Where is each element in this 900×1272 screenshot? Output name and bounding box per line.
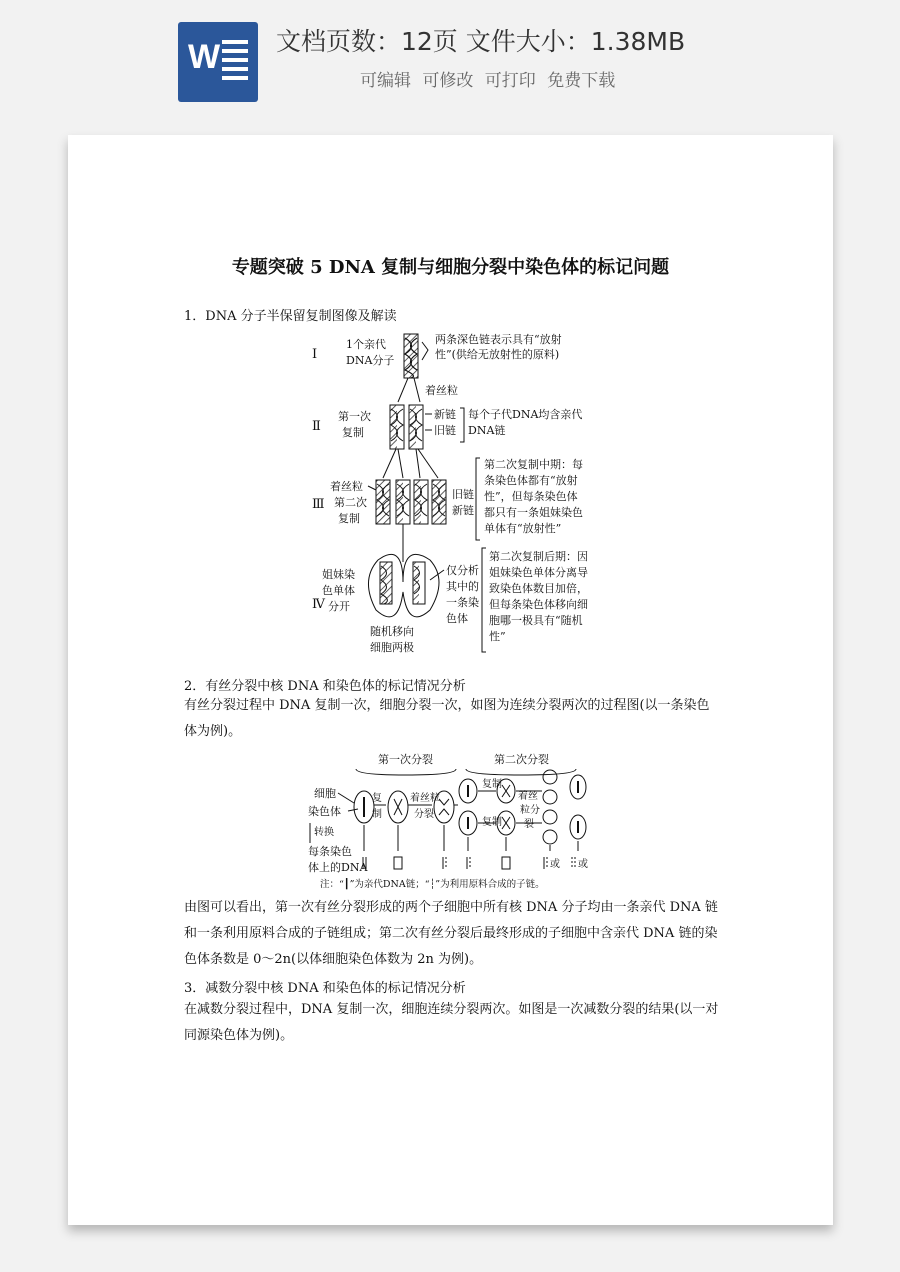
figure-label: 注：“┃”为亲代DNA链；“┆”为利用原料合成的子链。 [320,879,545,890]
file-info: 文档页数：12页 文件大小：1.38MB [276,27,686,56]
section2-paragraph: 有丝分裂过程中 DNA 复制一次，细胞分裂一次，如图为连续分裂两次的过程图(以一条染色体为例)。 [184,698,710,739]
figure-label: 分裂 [414,809,434,820]
sister-chromatid-right [413,562,425,604]
figure-label: 着丝粒 [425,384,458,397]
figure-label: 裂 [524,819,534,830]
word-document-icon: W [178,22,258,102]
document-page [68,135,833,1225]
figure-label: 每个子代DNA均含亲代 [468,408,583,421]
daughter-dna-1 [390,405,404,449]
figure-label: 复 [372,793,382,804]
figure-label: 着丝 [518,791,538,802]
figure-label: 复制 [338,512,360,525]
figure-label: 新链 [452,504,474,517]
figure-label: 或 [550,859,560,870]
section3-heading: 3．减数分裂中核 DNA 和染色体的标记情况分析 [184,981,466,996]
figure-label: 随机移向 [370,625,414,638]
figure-label: 性”(供给无放射性的原料) [435,348,560,361]
figure-label: 染色体 [308,805,341,818]
figure-label: 复制 [342,426,364,439]
figure-label: 旧链 [434,424,456,437]
figure-label: 第一次分裂 [378,753,433,766]
figure-label: 第二次复制中期：每 [484,458,583,471]
figure-label: 新链 [434,408,456,421]
figure-label: 单体有“放射性” [484,522,562,535]
figure-label: 性”，但每条染色体 [484,490,578,503]
daughter-dna-2 [409,405,423,449]
figure-label: 两条深色链表示具有“放射 [435,333,562,346]
document-title: 专题突破 5 DNA 复制与细胞分裂中染色体的标记问题 [231,257,670,278]
figure-label: 姐妹染色单体分离导 [489,566,588,579]
figure-label: 细胞两极 [370,641,414,654]
figure-label: 胞哪一极具有“随机 [489,614,583,627]
section3-paragraph: 在减数分裂过程中，DNA 复制一次，细胞连续分裂两次。如图是一次减数分裂的结果(以一对同源染色体为例)。 [184,1002,719,1043]
figure-label: 色单体 [322,584,355,597]
figure-label: 性” [489,630,506,643]
figure-label: 着丝粒 [330,480,363,493]
figure-label: 其中的 [446,580,479,593]
figure-label: 姐妹染 [322,568,355,581]
gen2-dna-1 [376,480,390,524]
figure-label: DNA分子 [346,354,395,367]
row-label-1: Ⅰ [312,347,318,362]
figure-label: 1个亲代 [346,338,386,351]
row-label-4: Ⅳ [312,597,325,612]
figure-label: 体上的DNA [308,861,368,874]
file-features: 可编辑 可修改 可打印 免费下载 [360,71,616,91]
figure-label: 一条染 [446,596,479,609]
gen2-dna-3 [414,480,428,524]
figure-label: DNA链 [468,424,506,437]
figure-label: 分开 [328,600,350,613]
download-banner [0,0,900,120]
figure-label: 细胞 [314,787,336,800]
figure-label: 第二次分裂 [494,753,549,766]
figure-label: 但每条染色体移向细 [489,598,588,611]
section1-heading: 1．DNA 分子半保留复制图像及解读 [184,309,397,324]
figure-label: 转换 [314,827,334,838]
row-label-2: Ⅱ [312,419,321,434]
section2-heading: 2．有丝分裂中核 DNA 和染色体的标记情况分析 [184,679,466,694]
figure-label: 仅分析 [446,564,479,577]
figure-label: 着丝粒 [410,793,440,804]
figure-label: 粒分 [520,805,540,816]
figure-label: 都只有一条姐妹染色 [484,506,583,519]
mitosis-labeling-figure [306,747,606,892]
figure-label: 制 [372,809,382,820]
figure-label: 第二次复制后期：因 [489,550,588,563]
figure-label: 每条染色 [308,845,352,858]
figure-label: 复制 [482,817,502,828]
gen2-dna-2 [396,480,410,524]
figure-label: 条染色体都有“放射 [484,474,578,487]
figure-label: 第一次 [338,410,371,423]
parent-dna [404,334,418,378]
row-label-3: Ⅲ [312,497,325,512]
figure-label: 旧链 [452,488,474,501]
figure-label: 致染色体数目加倍， [489,582,588,595]
dna-replication-figure [308,330,638,665]
gen2-dna-4 [432,480,446,524]
analysis-paragraph: 由图可以看出，第一次有丝分裂形成的两个子细胞中所有核 DNA 分子均由一条亲代 DNA 链和一条利用原料合成的子链组成；第二次有丝分裂后最终形成的子细胞中含亲代 DNA 链的染色体条数是 0～2n(以体细胞染色体数为 2n 为例)。 [184,900,718,967]
sister-chromatid-left [380,562,392,604]
figure-label: 复制 [482,779,502,790]
figure-label: 或 [578,859,588,870]
figure-label: 色体 [446,612,468,625]
figure-label: 第二次 [334,496,367,509]
